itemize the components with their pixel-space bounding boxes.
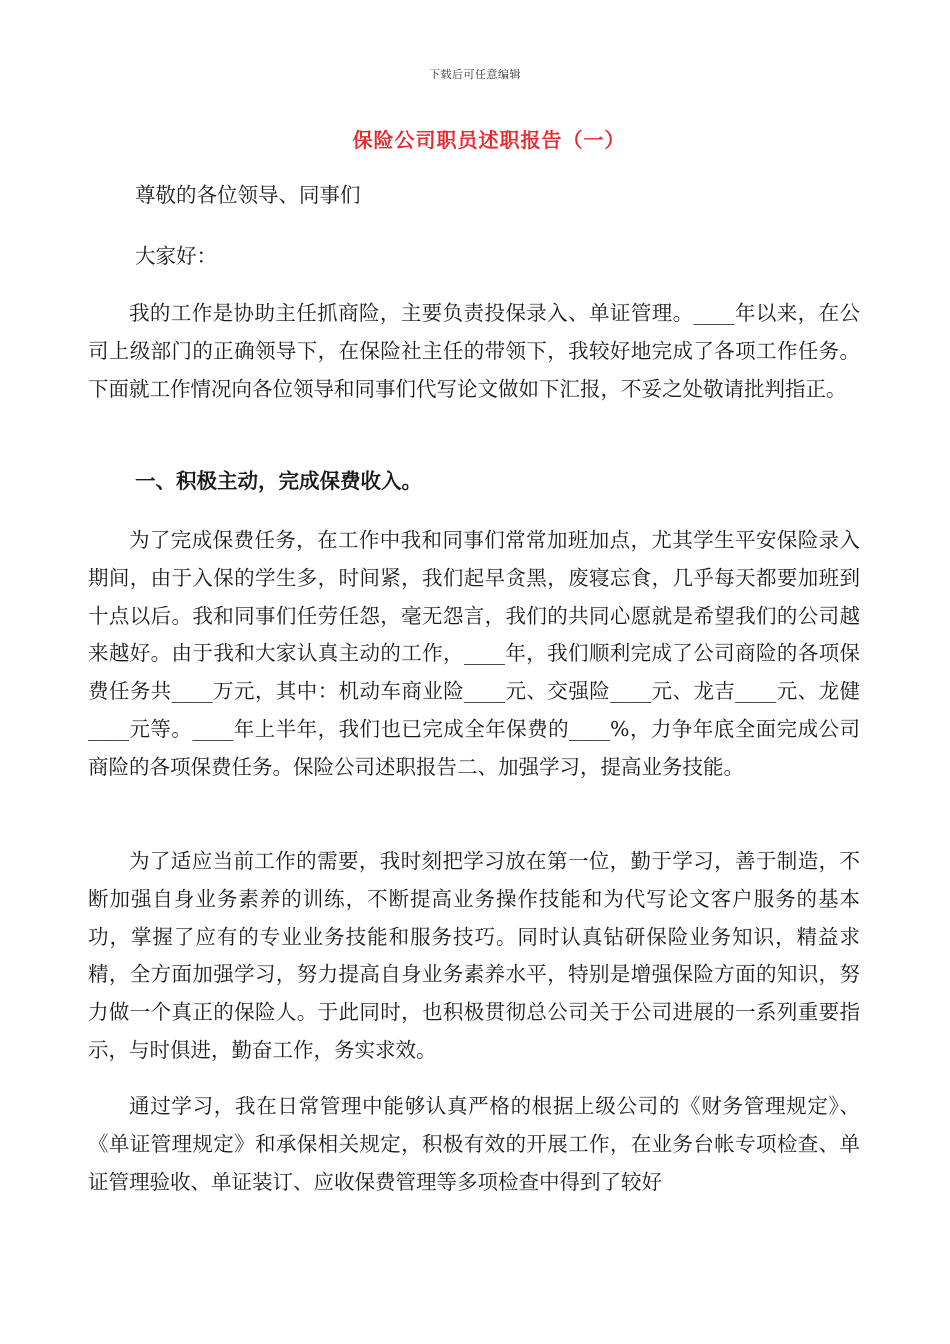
paragraph-intro: [88, 295, 860, 408]
paragraph-text: 我的工作是协助主任抓商险，主要负责投保录入、单证管理。____年以来，在公司上级部门的正确领导下，在保险社主任的带领下，我较好地完成了各项工作任务。下面就工作情况向各位领导和同事们代写论文做如下汇报，不妥之处敬请批判指正。: [88, 301, 860, 401]
header-note: 下载后可任意编辑: [429, 68, 521, 81]
paragraph-section1: [88, 522, 860, 787]
paragraph-section3: [88, 1088, 860, 1201]
salutation: 尊敬的各位领导、同事们: [135, 183, 361, 207]
paragraph-section2: [88, 843, 860, 1070]
paragraph-text: 为了适应当前工作的需要，我时刻把学习放在第一位，勤于学习，善于制造，不断加强自身业务素养的训练，不断提高业务操作技能和为代写论文客户服务的基本功，掌握了应有的专业业务技能和服务技巧。同时认真钻研保险业务知识，精益求精，全方面加强学习，努力提高自身业务素养水平，特别是增强保险方面的知识，努力做一个真正的保险人。于此同时，也积极贯彻总公司关于公司进展的一系列重要指示，与时俱进，勤奋工作，务实求效。: [88, 849, 860, 1062]
greeting: 大家好：: [135, 244, 217, 268]
paragraph-text: 为了完成保费任务，在工作中我和同事们常常加班加点，尤其学生平安保险录入期间，由于入保的学生多，时间紧，我们起早贪黑，废寝忘食，几乎每天都要加班到十点以后。我和同事们任劳任怨，毫无怨言，我们的共同心愿就是希望我们的公司越来越好。由于我和大家认真主动的工作，____年，我们顺利完成了公司商险的各项保费任务共____万元，其中：机动车商业险____元、交强险____元、龙吉____元、龙健____元等。____年上半年，我们也已完成全年保费的____%，力争年底全面完成公司商险的各项保费任务。保险公司述职报告二、加强学习，提高业务技能。: [88, 528, 860, 779]
section-heading-1: 一、积极主动，完成保费收入。: [135, 469, 422, 493]
page-title: 保险公司职员述职报告（一）: [352, 128, 626, 152]
paragraph-text: 通过学习，我在日常管理中能够认真严格的根据上级公司的《财务管理规定》、《单证管理规定》和承保相关规定，积极有效的开展工作，在业务台帐专项检查、单证管理验收、单证装订、应收保费管理等多项检查中得到了较好: [88, 1094, 860, 1194]
